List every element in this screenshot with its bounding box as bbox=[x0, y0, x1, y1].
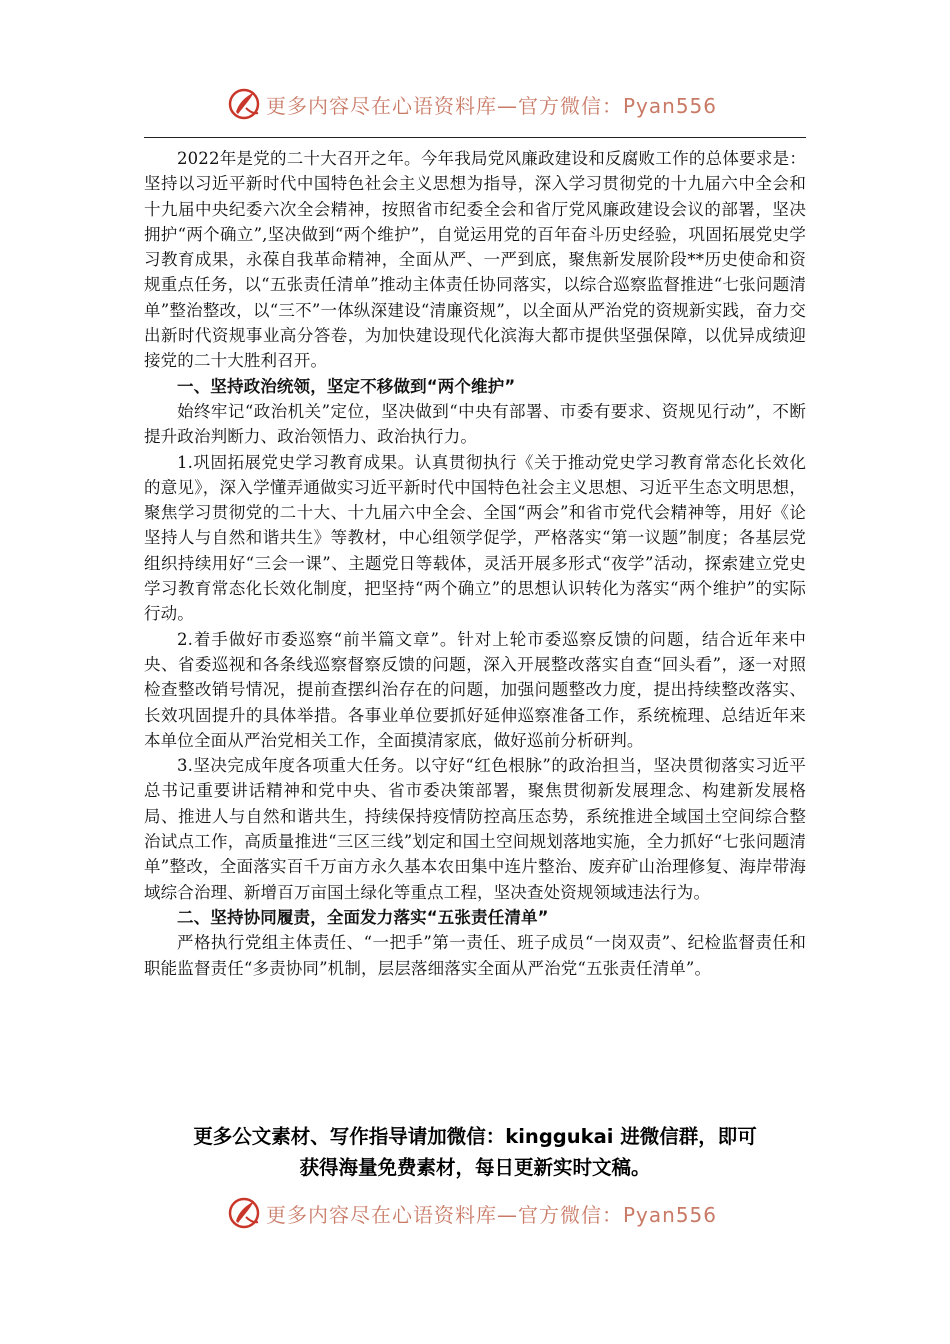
header-banner bbox=[0, 84, 950, 124]
promo-line-2: 获得海量免费素材，每日更新实时文稿。 bbox=[299, 1156, 651, 1179]
paragraph-item-2: 2.着手做好市委巡察“前半篇文章”。针对上轮市委巡察反馈的问题，结合近年来中央、省委巡视和各条线巡察督察反馈的问题，深入开展整改落实自查“回头看”，逐一对照检查整改销号情况，提前查摆纠治存在的问题，加强问题整改力度，提出持续整改落实、长效巩固提升的具体举措。各事业单位要抓好延伸巡察准备工作，系统梳理、总结近年来本单位全面从严治党相关工作，全面摸清家底，做好巡前分析研判。 bbox=[144, 629, 806, 750]
paragraph-section-2-intro: 严格执行党组主体责任、“一把手”第一责任、班子成员“一岗双责”、纪检监督责任和职能监督责任“多责协同”机制，层层落细落实全面从严治党“五张责任清单”。 bbox=[144, 933, 806, 978]
banner-text: 更多内容尽在心语资料库—官方微信：Pyan556 bbox=[266, 94, 718, 118]
promo-notice bbox=[110, 1121, 840, 1183]
brush-logo-icon bbox=[226, 86, 262, 122]
paragraph-section-1-intro: 始终牢记“政治机关”定位，坚决做到“中央有部署、市委有要求、资规见行动”，不断提升政治判断力、政治领悟力、政治执行力。 bbox=[144, 401, 806, 447]
brush-logo-icon bbox=[226, 1195, 262, 1231]
section-heading-1: 一、坚持政治统领，坚定不移做到“两个维护” bbox=[177, 376, 516, 396]
banner-text: 更多内容尽在心语资料库—官方微信：Pyan556 bbox=[266, 1203, 718, 1227]
paragraph-intro: 2022年是党的二十大召开之年。今年我局党风廉政建设和反腐败工作的总体要求是：坚持以习近平新时代中国特色社会主义思想为指导，深入学习贯彻党的十九届六中全会和十九届中央纪委六次全会精神，按照省市纪委全会和省厅党风廉政建设会议的部署，坚决拥护“两个确立”,坚决做到“两个维护”，自觉运用党的百年奋斗历史经验，巩固拓展党史学习教育成果，永葆自我革命精神，全面从严、一严到底，聚焦新发展阶段**历史使命和资规重点任务，以“五张责任清单”推动主体责任协同落实，以综合巡察监督推进“七张问题清单”整治整改，以“三不”一体纵深建设“清廉资规”，以全面从严治党的资规新实践，奋力交出新时代资规事业高分答卷，为加快建设现代化滨海大都市提供坚强保障，以优异成绩迎接党的二十大胜利召开。 bbox=[144, 149, 806, 371]
promo-line-1: 更多公文素材、写作指导请加微信：kinggukai 进微信群，即可 bbox=[193, 1125, 757, 1148]
footer-banner bbox=[0, 1193, 950, 1233]
document-body bbox=[144, 146, 806, 981]
header-rule bbox=[144, 137, 806, 138]
paragraph-item-3: 3.坚决完成年度各项重大任务。以守好“红色根脉”的政治担当，坚决贯彻落实习近平总书记重要讲话精神和党中央、省市委决策部署，聚焦贯彻新发展理念、构建新发展格局、推进人与自然和谐共生，持续保持疫情防控高压态势，系统推进全域国土空间综合整治试点工作，高质量推进“三区三线”划定和国土空间规划落地实施，全力抓好“七张问题清单”整改，全面落实百千万亩方永久基本农田集中连片整治、废弃矿山治理修复、海岸带海域综合治理、新增百万亩国土绿化等重点工程，坚决查处资规领域违法行为。 bbox=[144, 756, 806, 902]
section-heading-2: 二、坚持协同履责，全面发力落实“五张责任清单” bbox=[177, 907, 549, 927]
paragraph-item-1: 1.巩固拓展党史学习教育成果。认真贯彻执行《关于推动党史学习教育常态化长效化的意见》，深入学懂弄通做实习近平新时代中国特色社会主义思想、习近平生态文明思想，聚焦学习贯彻党的二十大、十九届六中全会、全国“两会”和省市党代会精神等，用好《论坚持人与自然和谐共生》等教材，中心组领学促学，严格落实“第一议题”制度；各基层党组织持续用好“三会一课”、主题党日等载体，灵活开展多形式“夜学”活动，探索建立党史学习教育常态化长效化制度，把坚持“两个确立”的思想认识转化为落实“两个维护”的实际行动。 bbox=[144, 452, 806, 624]
